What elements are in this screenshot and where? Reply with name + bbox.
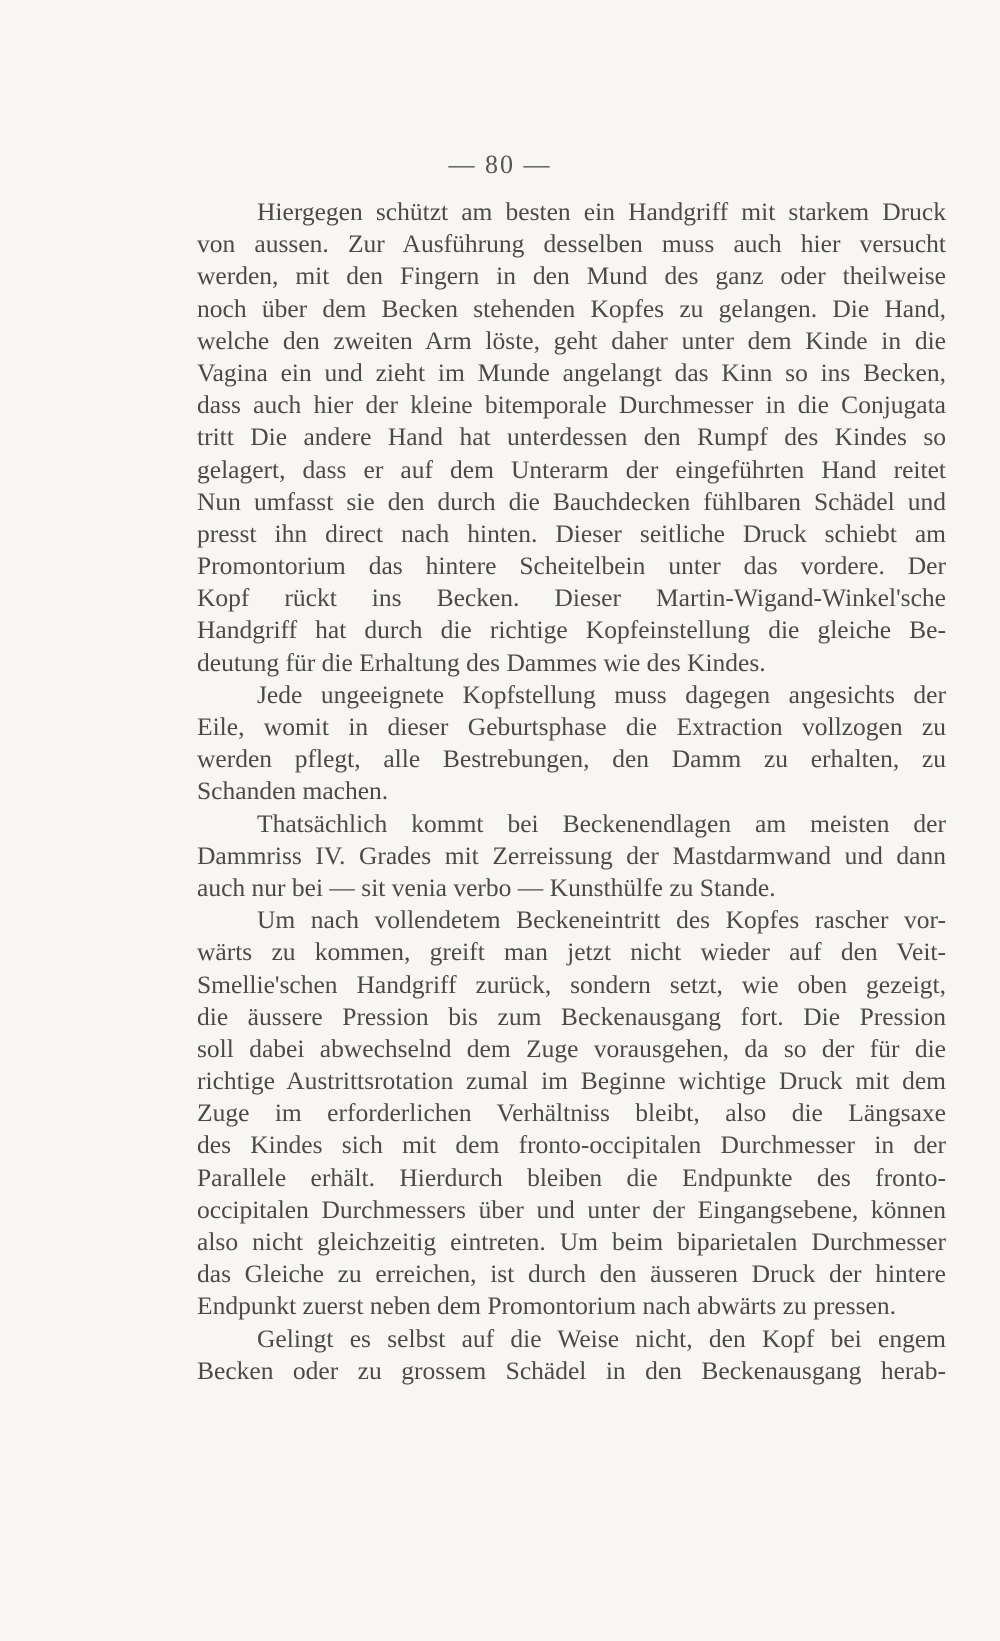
body-text [197,196,946,1387]
text-line: Eile, womit in dieser Geburtsphase die Extraction vollzogen zu [197,712,946,741]
text-line: die äussere Pression bis zum Beckenausgang fort. Die Pression [197,1001,946,1031]
text-line: Handgriff hat durch die richtige Kopfeinstellung die gleiche Be- [197,615,946,645]
text-line: Dammriss IV. Grades mit Zerreissung der Mastdarmwand und dann [197,840,946,870]
text-line: presst ihn direct nach hinten. Dieser seitliche Druck schiebt am [197,518,946,548]
text-line: Kopf rückt ins Becken. Dieser Martin-Wigand-Winkel'sche [197,583,946,613]
text-line: auch nur bei — sit venia verbo — Kunsthülfe zu Stande. [197,872,776,902]
text-line: Hiergegen schützt am besten ein Handgriff mit starkem Druck [257,197,946,226]
text-line: deutung für die Erhaltung des Dammes wie des Kindes. [197,647,766,677]
text-line: Becken oder zu grossem Schädel in den Beckenausgang herab- [197,1355,946,1385]
text-line: Parallele erhält. Hierdurch bleiben die Endpunkte des fronto- [197,1162,946,1192]
text-line: das Gleiche zu erreichen, ist durch den äusseren Druck der hintere [197,1259,946,1289]
text-line: von aussen. Zur Ausführung desselben muss auch hier versucht [197,229,946,259]
text-line: werden, mit den Fingern in den Mund des ganz oder theilweise [197,261,946,291]
text-line: gelagert, dass er auf dem Unterarm der eingeführten Hand reitet [197,454,946,484]
text-line: soll dabei abwechselnd dem Zuge vorausgehen, da so der für die [197,1033,946,1063]
text-line: Thatsächlich kommt bei Beckenendlagen am meisten der [257,808,946,838]
text-line: Gelingt es selbst auf die Weise nicht, den Kopf bei engem [257,1323,946,1353]
text-line: Endpunkt zuerst neben dem Promontorium nach abwärts zu pressen. [197,1291,896,1321]
text-line: Jede ungeeignete Kopfstellung muss dagegen angesichts der [257,679,946,709]
text-line: werden pflegt, alle Bestrebungen, den Damm zu erhalten, zu [197,744,946,774]
text-line: tritt Die andere Hand hat unterdessen den Rumpf des Kindes so [197,422,946,452]
text-line: dass auch hier der kleine bitemporale Durchmesser in die Conjugata [197,390,946,420]
text-line: welche den zweiten Arm löste, geht daher unter dem Kinde in die [197,325,946,355]
text-line: wärts zu kommen, greift man jetzt nicht wieder auf den Veit- [197,937,946,967]
text-line: Zuge im erforderlichen Verhältniss bleibt, also die Längsaxe [197,1098,946,1128]
text-line: Schanden machen. [197,776,389,806]
text-line: Promontorium das hintere Scheitelbein unter das vordere. Der [197,551,946,581]
text-line: occipitalen Durchmessers über und unter der Eingangsebene, können [197,1194,946,1224]
text-line: Um nach vollendetem Beckeneintritt des Kopfes rascher vor- [257,905,946,935]
page-number: — 80 — [448,150,552,179]
text-line: also nicht gleichzeitig eintreten. Um beim biparietalen Durchmesser [197,1227,946,1256]
text-line: Vagina ein und zieht im Munde angelangt das Kinn so ins Becken, [197,357,946,387]
text-line: Nun umfasst sie den durch die Bauchdecken fühlbaren Schädel und [197,486,946,516]
text-line: noch über dem Becken stehenden Kopfes zu gelangen. Die Hand, [197,293,946,323]
text-line: richtige Austrittsrotation zumal im Beginne wichtige Druck mit dem [197,1066,946,1096]
text-line: des Kindes sich mit dem fronto-occipitalen Durchmesser in der [197,1130,946,1160]
text-line: Smellie'schen Handgriff zurück, sondern setzt, wie oben gezeigt, [197,969,946,999]
